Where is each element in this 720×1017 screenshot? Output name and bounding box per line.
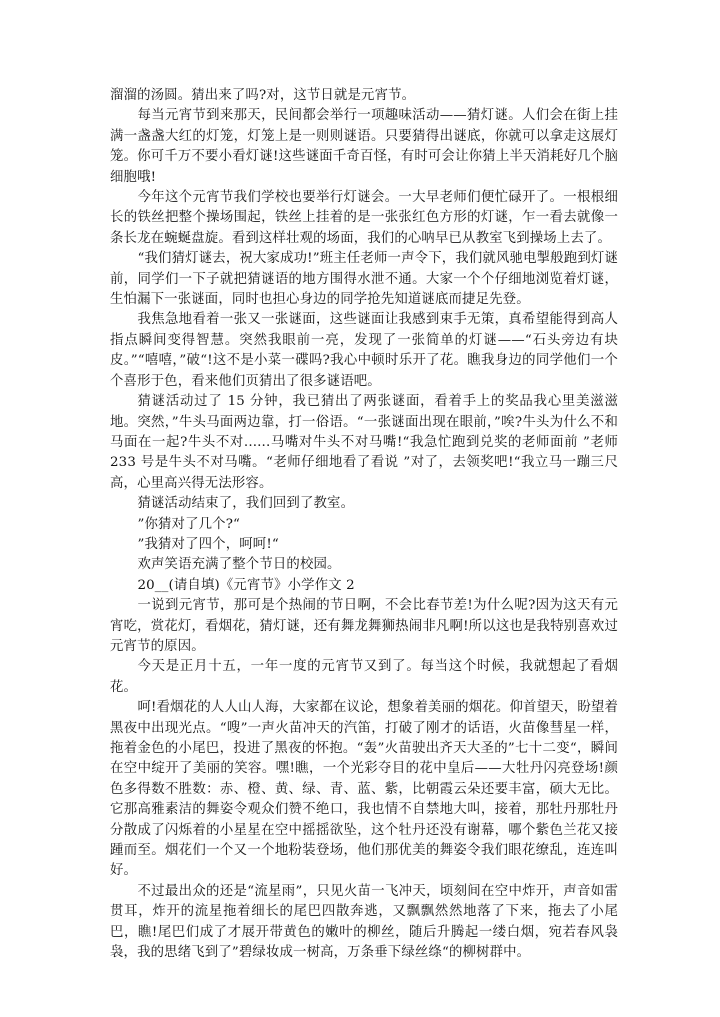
paragraph: 欢声笑语充满了整个节日的校园。 (137, 557, 341, 573)
paragraph: 一说到元宵节，那可是个热闹的节日啊，不会比春节差!为什么呢?因为这天有元宵吃，赏花灯，看烟花，猜灯谜，还有舞龙舞狮热闹非凡啊!所以这也是我特别喜欢过元宵节的原因。 (110, 598, 618, 654)
paragraph: 不过最出众的还是“流星雨”，只见火苗一飞冲天，顷刻间在空中炸开，声音如雷贯耳，炸开的流星拖着细长的尾巴四散奔逃，又飘飘然然地落了下来，拖去了小尾巴，瞧!尾巴们成了才展开带黄色的嫩叶的柳丝，随后升腾起一缕白烟，宛若春风袅袅，我的思绪飞到了”碧绿妆成一树高，万条垂下绿丝绦“的柳树群中。 (110, 883, 618, 961)
dialogue-line: ”你猜对了几个?“ (137, 516, 241, 532)
paragraph: 我焦急地看着一张又一张谜面，这些谜面让我感到束手无策，真希望能得到高人指点瞬间变得智慧。突然我眼前一亮，发现了一张简单的灯谜——“石头旁边有块皮。”“嘻嘻，”破“!这不是小菜一碟吗?我心中顿时乐开了花。瞧我身边的同学他们一个个喜形于色，看来他们页猜出了很多谜语吧。 (110, 312, 618, 389)
paragraph: 猜谜活动过了 15 分钟，我已猜出了两张谜面，看着手上的奖品我心里美滋滋地。突然，”牛头马面两边靠，打一俗语。“一张谜面出现在眼前，”唉?牛头为什么不和马面在一起?牛头不对......马嘴对牛头不对马嘴!“我急忙跑到兑奖的老师面前 ”老师 233 号是牛头不对马嘴。“老师仔细地看了看说 ”对了，去领奖吧!“我立马一蹦三尺高，心里高兴得无法形容。 (110, 394, 618, 491)
document-page (110, 86, 618, 963)
paragraph: “我们猜灯谜去，祝大家成功!”班主任老师一声令下，我们就风驰电掣般跑到灯谜前，同学们一下子就把猜谜语的地方围得水泄不通。大家一个个仔细地浏览着灯谜，生怕漏下一张谜面，同时也担心身边的同学抢先知道谜底而捷足先登。 (110, 251, 618, 308)
dialogue-line: ”我猜对了四个，呵呵!“ (137, 536, 279, 552)
section-heading: 20__(请自填)《元宵节》小学作文 2 (137, 577, 355, 593)
paragraph: 今年这个元宵节我们学校也要举行灯谜会。一大早老师们便忙碌开了。一根根细长的铁丝把整个操场围起，铁丝上挂着的是一张张红色方形的灯谜，乍一看去就像一条长龙在蜿蜒盘旋。看到这样壮观的场面，我们的心呐早已从教室飞到操场上去了。 (110, 190, 618, 246)
paragraph: 每当元宵节到来那天，民间都会举行一项趣味活动——猜灯谜。人们会在街上挂满一盏盏大红的灯笼，灯笼上是一则则谜语。只要猜得出谜底，你就可以拿走这展灯笼。你可千万不要小看灯谜!这些谜面千奇百怪，有时可会让你猜上半天消耗好几个脑细胞哦! (110, 108, 618, 185)
paragraph: 呵!看烟花的人人山人海，大家都在议论，想象着美丽的烟花。仰首望天，盼望着黑夜中出现光点。“嗖”一声火苗冲天的汽笛，打破了刚才的话语，火苗像彗星一样，拖着金色的小尾巴，投进了黑夜的怀抱。“轰”火苗驶出齐天大圣的”七十二变“，瞬间在空中绽开了美丽的笑容。嘿!瞧，一个光彩夺目的花中皇后——大牡丹闪亮登场!颜色多得数不胜数：赤、橙、黄、绿、青、蓝、紫，比朝霞云朵还要丰富，硕大无比。它那高雅素洁的舞姿令观众们赞不绝口，我也情不自禁地大叫，接着，那牡丹那牡丹分散成了闪烁着的小星星在空中摇摇欲坠，这个牡丹还没有谢幕，哪个紫色兰花又接踵而至。烟花们一个又一个地粉装登场，他们那优美的舞姿令我们眼花缭乱，连连叫好。 (110, 700, 618, 879)
paragraph: 猜谜活动结束了，我们回到了教室。 (137, 496, 355, 512)
paragraph: 溜溜的汤圆。猜出来了吗?对，这节日就是元宵节。 (110, 88, 416, 103)
paragraph: 今天是正月十五，一年一度的元宵节又到了。每当这个时候，我就想起了看烟花。 (110, 659, 618, 695)
